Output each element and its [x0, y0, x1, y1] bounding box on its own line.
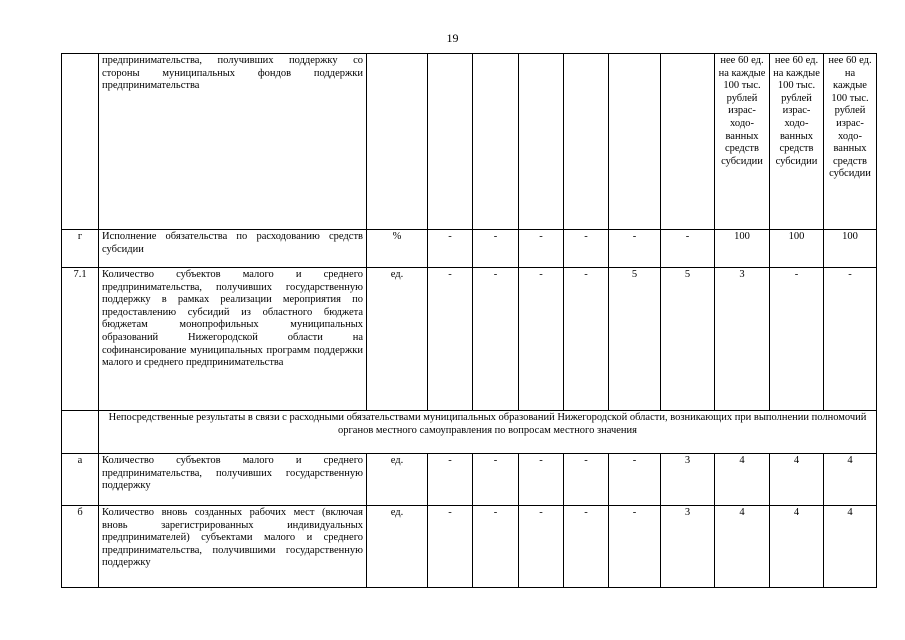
value-cell: 3 — [715, 268, 770, 411]
value-cell: 5 — [609, 268, 661, 411]
value-cell: - — [564, 268, 609, 411]
value-cell: 3 — [661, 454, 715, 506]
section-heading: Непосредственные результаты в связи с расходными обязательствами муниципальных образований Нижегородской области, возникающих при выполнении полномочий органов местного самоуправления по вопросам местного значения — [99, 411, 877, 454]
value-cell: - — [519, 506, 564, 588]
value-cell: - — [564, 454, 609, 506]
value-cell: - — [473, 454, 519, 506]
value-cell: 100 — [824, 230, 877, 268]
table-row — [62, 506, 877, 588]
row-number — [62, 411, 99, 454]
row-number — [62, 54, 99, 230]
value-cell: 4 — [770, 454, 824, 506]
value-cell — [661, 54, 715, 230]
row-description: Количество вновь созданных рабочих мест (включая вновь зарегистрированных индивидуальных предпринимателей) субъектами малого и среднего предпринимательства, получившими государственную поддержку — [99, 506, 367, 588]
value-cell: 3 — [661, 506, 715, 588]
value-cell: - — [824, 268, 877, 411]
value-cell: 4 — [824, 506, 877, 588]
table-row — [62, 230, 877, 268]
value-cell: - — [661, 230, 715, 268]
value-cell: нее 60 ед. на каждые 100 тыс. рублей израсходованных средств субсидии — [770, 54, 824, 230]
value-cell — [519, 54, 564, 230]
row-unit — [367, 54, 428, 230]
table-row — [62, 268, 877, 411]
value-cell: - — [564, 230, 609, 268]
value-cell: - — [473, 268, 519, 411]
value-cell: 100 — [770, 230, 824, 268]
value-cell: - — [519, 230, 564, 268]
row-number: г — [62, 230, 99, 268]
value-cell — [609, 54, 661, 230]
row-description: Количество субъектов малого и среднего предпринимательства, получивших государственную поддержку — [99, 454, 367, 506]
value-cell: 4 — [715, 454, 770, 506]
value-cell: 4 — [715, 506, 770, 588]
value-cell: - — [428, 268, 473, 411]
value-cell: - — [519, 268, 564, 411]
table-row — [62, 454, 877, 506]
row-unit: ед. — [367, 268, 428, 411]
row-number: б — [62, 506, 99, 588]
value-cell: - — [564, 506, 609, 588]
row-number: а — [62, 454, 99, 506]
value-cell: 4 — [824, 454, 877, 506]
row-description: предпринимательства, получивших поддержку со стороны муниципальных фондов поддержки предпринимательства — [99, 54, 367, 230]
table-row — [62, 411, 877, 454]
value-cell: 100 — [715, 230, 770, 268]
value-cell: - — [428, 454, 473, 506]
row-unit: ед. — [367, 454, 428, 506]
table-row — [62, 54, 877, 230]
value-cell: 5 — [661, 268, 715, 411]
value-cell: - — [770, 268, 824, 411]
value-cell: нее 60 ед. на каждые 100 тыс. рублей израсходованных средств субсидии — [715, 54, 770, 230]
value-cell: - — [473, 230, 519, 268]
value-cell: - — [609, 454, 661, 506]
row-number: 7.1 — [62, 268, 99, 411]
value-cell: - — [609, 506, 661, 588]
value-cell: - — [519, 454, 564, 506]
row-unit: ед. — [367, 506, 428, 588]
indicators-table — [61, 53, 877, 588]
value-cell — [564, 54, 609, 230]
row-description: Исполнение обязательства по расходованию средств субсидии — [99, 230, 367, 268]
value-cell: - — [473, 506, 519, 588]
page-number: 19 — [446, 31, 459, 45]
row-unit: % — [367, 230, 428, 268]
value-cell: - — [428, 506, 473, 588]
value-cell: - — [428, 230, 473, 268]
value-cell — [473, 54, 519, 230]
value-cell: нее 60 ед. на каждые 100 тыс. рублей израсходованных средств субсидии — [824, 54, 877, 230]
value-cell — [428, 54, 473, 230]
value-cell: 4 — [770, 506, 824, 588]
row-description: Количество субъектов малого и среднего предпринимательства, получивших государственную поддержку в рамках реализации мероприятия по предоставлению субсидий из областного бюджета бюджетам монопрофильных муниципальных образований Нижегородской области на софинансирование муниципальных программ поддержки малого и среднего предпринимательства — [99, 268, 367, 411]
value-cell: - — [609, 230, 661, 268]
